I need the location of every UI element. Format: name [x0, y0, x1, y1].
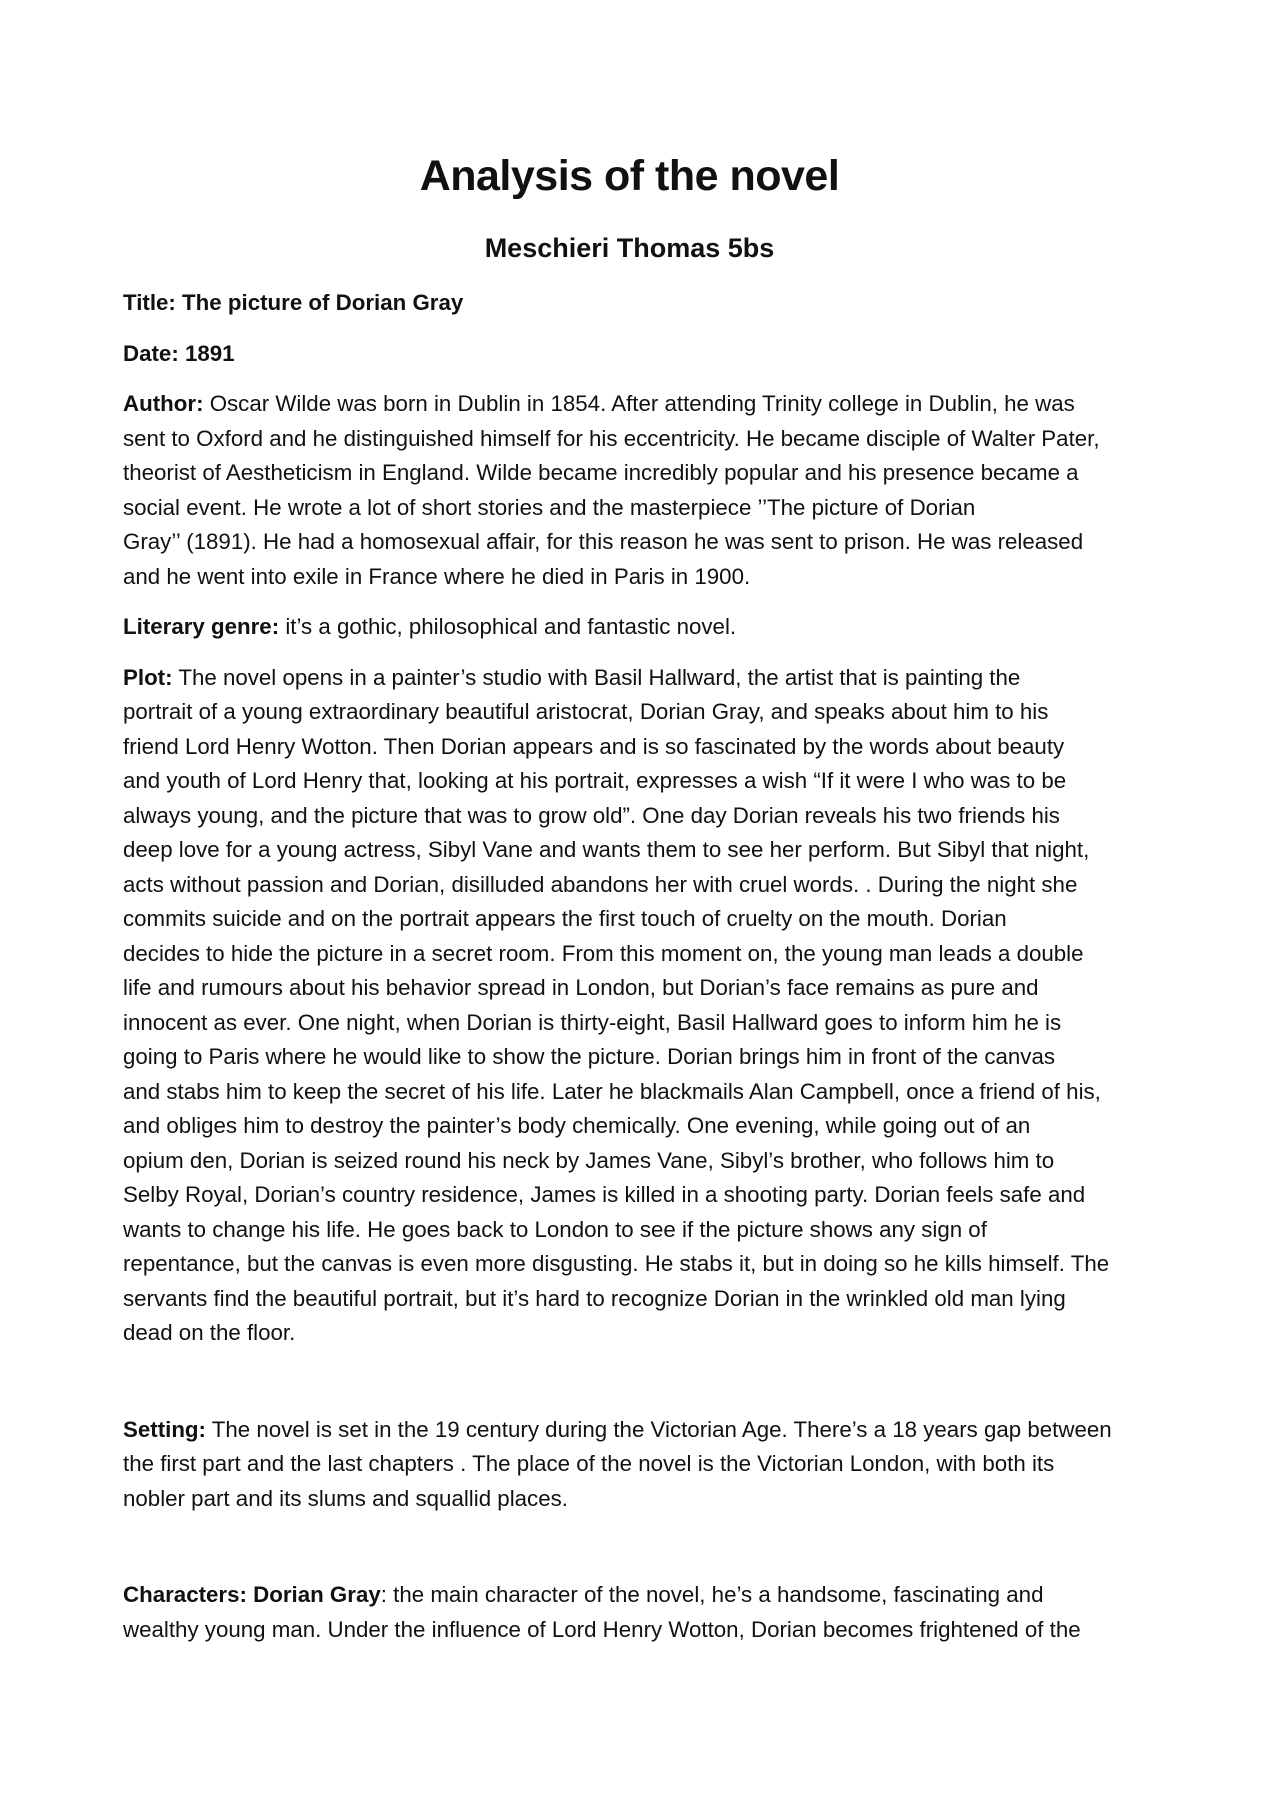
plot-line-18: repentance, but the canvas is even more disgusting. He stabs it, but in doing so he kills himself. The [123, 1251, 1110, 1276]
author-line-5: Gray’’ (1891). He had a homosexual affair, for this reason he was sent to prison. He was released [123, 529, 1084, 554]
genre-label: Literary genre: [123, 614, 280, 639]
plot-line-9: decides to hide the picture in a secret room. From this moment on, the young man leads a double [123, 940, 1084, 966]
plot-line-15: opium den, Dorian is seized round his neck by James Vane, Sibyl’s brother, who follows him to [123, 1147, 1055, 1173]
author-line-2: sent to Oxford and he distinguished himself for his eccentricity. He became disciple of Walter Pater, [123, 425, 1100, 451]
characters-label: Characters: Dorian Gray [123, 1582, 381, 1607]
plot-line-1: Plot: The novel opens in a painter’s studio with Basil Hallward, the artist that is painting the [123, 664, 1021, 690]
plot-line-2: portrait of a young extraordinary beautiful aristocrat, Dorian Gray, and speaks about him to his [123, 699, 1049, 724]
setting-line-2: the first part and the last chapters . The place of the novel is the Victorian London, with both its [123, 1451, 1055, 1476]
plot-line-6: deep love for a young actress, Sibyl Vane and wants them to see her perform. But Sibyl that night, [123, 837, 1090, 862]
plot-paragraph [123, 661, 1136, 1351]
plot-line-20: dead on the floor. [123, 1320, 296, 1345]
plot-line-11: innocent as ever. One night, when Dorian is thirty-eight, Basil Hallward goes to inform him he is [123, 1009, 1062, 1035]
author-line-6: and he went into exile in France where he died in Paris in 1900. [123, 563, 751, 589]
title-line: Title: The picture of Dorian Gray [123, 290, 464, 315]
document-subtitle: Meschieri Thomas 5bs [484, 233, 775, 263]
characters-paragraph [123, 1578, 1136, 1647]
plot-label: Plot: [123, 664, 173, 690]
plot-line-13: and stabs him to keep the secret of his life. Later he blackmails Alan Campbell, once a friend of his, [123, 1078, 1101, 1104]
characters-line-1: Characters: Dorian Gray: the main character of the novel, he’s a handsome, fascinating and [123, 1582, 1044, 1607]
plot-line-7: acts without passion and Dorian, disilluded abandons her with cruel words. . During the night she [123, 871, 1078, 897]
document-title: Analysis of the novel [419, 152, 840, 200]
author-paragraph [123, 387, 1136, 594]
date-line: Date: 1891 [123, 340, 235, 366]
setting-label: Setting: [123, 1416, 206, 1442]
plot-line-14: and obliges him to destroy the painter’s body chemically. One evening, while going out of an [123, 1113, 1031, 1138]
characters-line-2: wealthy young man. Under the influence of Lord Henry Wotton, Dorian becomes frightened of the [123, 1616, 1081, 1642]
setting-paragraph [123, 1413, 1136, 1517]
setting-line-1: Setting: The novel is set in the 19 century during the Victorian Age. There’s a 18 years gap between [123, 1416, 1112, 1442]
plot-line-3: friend Lord Henry Wotton. Then Dorian appears and is so fascinated by the words about beauty [123, 733, 1065, 759]
setting-line-3: nobler part and its slums and squallid places. [123, 1485, 568, 1511]
author-line-3: theorist of Aestheticism in England. Wilde became incredibly popular and his presence became a [123, 460, 1079, 485]
plot-line-12: going to Paris where he would like to show the picture. Dorian brings him in front of the canvas [123, 1044, 1056, 1069]
genre-paragraph [123, 610, 1136, 645]
author-label: Author: [123, 391, 204, 416]
author-line-1: Author: Oscar Wilde was born in Dublin in 1854. After attending Trinity college in Dublin, he was [123, 391, 1075, 416]
author-line-4: social event. He wrote a lot of short stories and the masterpiece ’’The picture of Dorian [123, 494, 976, 520]
plot-line-5: always young, and the picture that was to grow old”. One day Dorian reveals his two friends his [123, 802, 1060, 828]
genre-line: Literary genre: it’s a gothic, philosophical and fantastic novel. [123, 614, 737, 639]
plot-line-4: and youth of Lord Henry that, looking at his portrait, expresses a wish “If it were I who was to be [123, 768, 1067, 793]
plot-line-10: life and rumours about his behavior spread in London, but Dorian’s face remains as pure and [123, 975, 1039, 1000]
plot-line-16: Selby Royal, Dorian’s country residence, James is killed in a shooting party. Dorian feels safe and [123, 1182, 1086, 1207]
plot-line-19: servants find the beautiful portrait, but it’s hard to recognize Dorian in the wrinkled old man lying [123, 1285, 1066, 1311]
plot-line-8: commits suicide and on the portrait appears the first touch of cruelty on the mouth. Dorian [123, 906, 1007, 931]
plot-line-17: wants to change his life. He goes back to London to see if the picture shows any sign of [123, 1216, 987, 1242]
